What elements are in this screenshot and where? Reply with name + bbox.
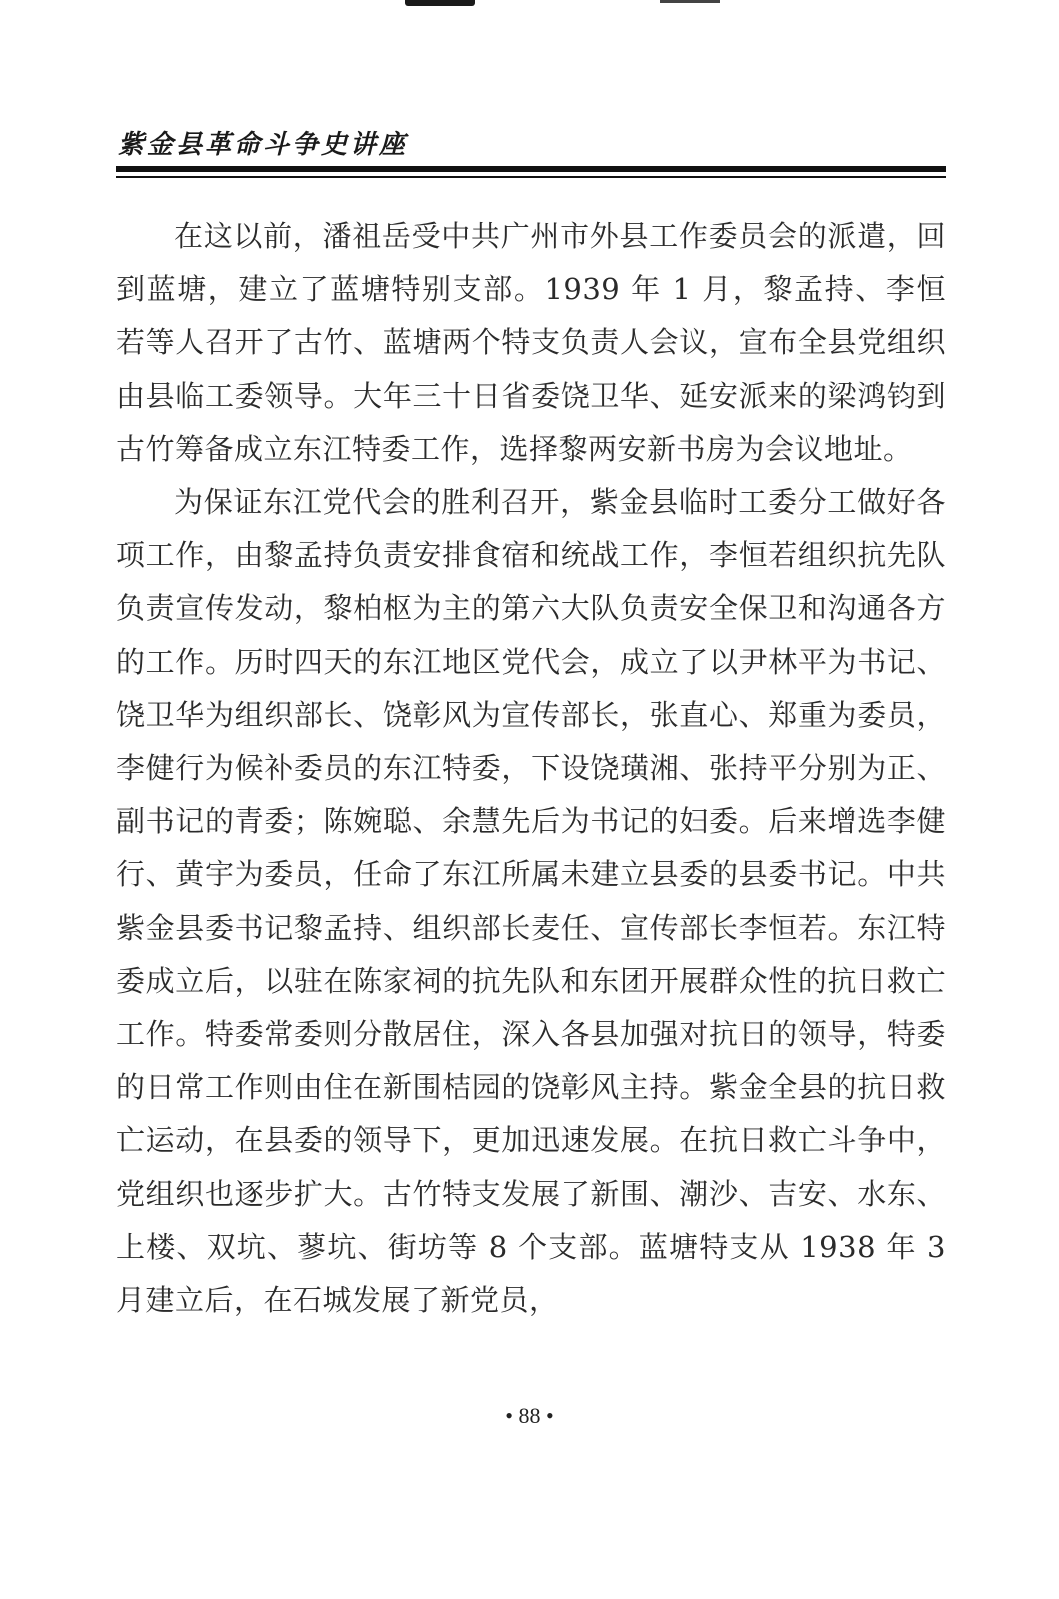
body-text xyxy=(116,210,946,1327)
running-header-title: 紫金县革命斗争史讲座 xyxy=(118,130,409,160)
paragraph: 在这以前，潘祖岳受中共广州市外县工作委员会的派遣，回到蓝塘，建立了蓝塘特别支部。1939 年 1 月，黎孟持、李恒若等人召开了古竹、蓝塘两个特支负责人会议，宣布全县党组织由县临工委领导。大年三十日省委饶卫华、延安派来的梁鸿钧到古竹筹备成立东江特委工作，选择黎两安新书房为会议地址。 xyxy=(116,219,946,466)
scan-edge-mark-secondary xyxy=(660,0,720,3)
page-number: • 88 • xyxy=(505,1403,554,1428)
header-rule-thick xyxy=(116,166,946,172)
paragraph: 为保证东江党代会的胜利召开，紫金县临时工委分工做好各项工作，由黎孟持负责安排食宿和统战工作，李恒若组织抗先队负责宣传发动，黎柏枢为主的第六大队负责安全保卫和沟通各方的工作。历时四天的东江地区党代会，成立了以尹林平为书记、饶卫华为组织部长、饶彰风为宣传部长，张直心、郑重为委员，李健行为候补委员的东江特委，下设饶璜湘、张持平分别为正、副书记的青委；陈婉聪、余慧先后为书记的妇委。后来增选李健行、黄宇为委员，任命了东江所属未建立县委的县委书记。中共紫金县委书记黎孟持、组织部长麦任、宣传部长李恒若。东江特委成立后，以驻在陈家祠的抗先队和东团开展群众性的抗日救亡工作。特委常委则分散居住，深入各县加强对抗日的领导，特委的日常工作则由住在新围桔园的饶彰风主持。紫金全县的抗日救亡运动，在县委的领导下，更加迅速发展。在抗日救亡斗争中，党组织也逐步扩大。古竹特支发展了新围、潮沙、吉安、水东、上楼、双坑、蓼坑、街坊等 8 个支部。蓝塘特支从 1938 年 3 月建立后，在石城发展了新党员， xyxy=(116,485,946,1318)
scan-edge-mark xyxy=(405,0,475,6)
header-rule-thin xyxy=(116,176,946,178)
